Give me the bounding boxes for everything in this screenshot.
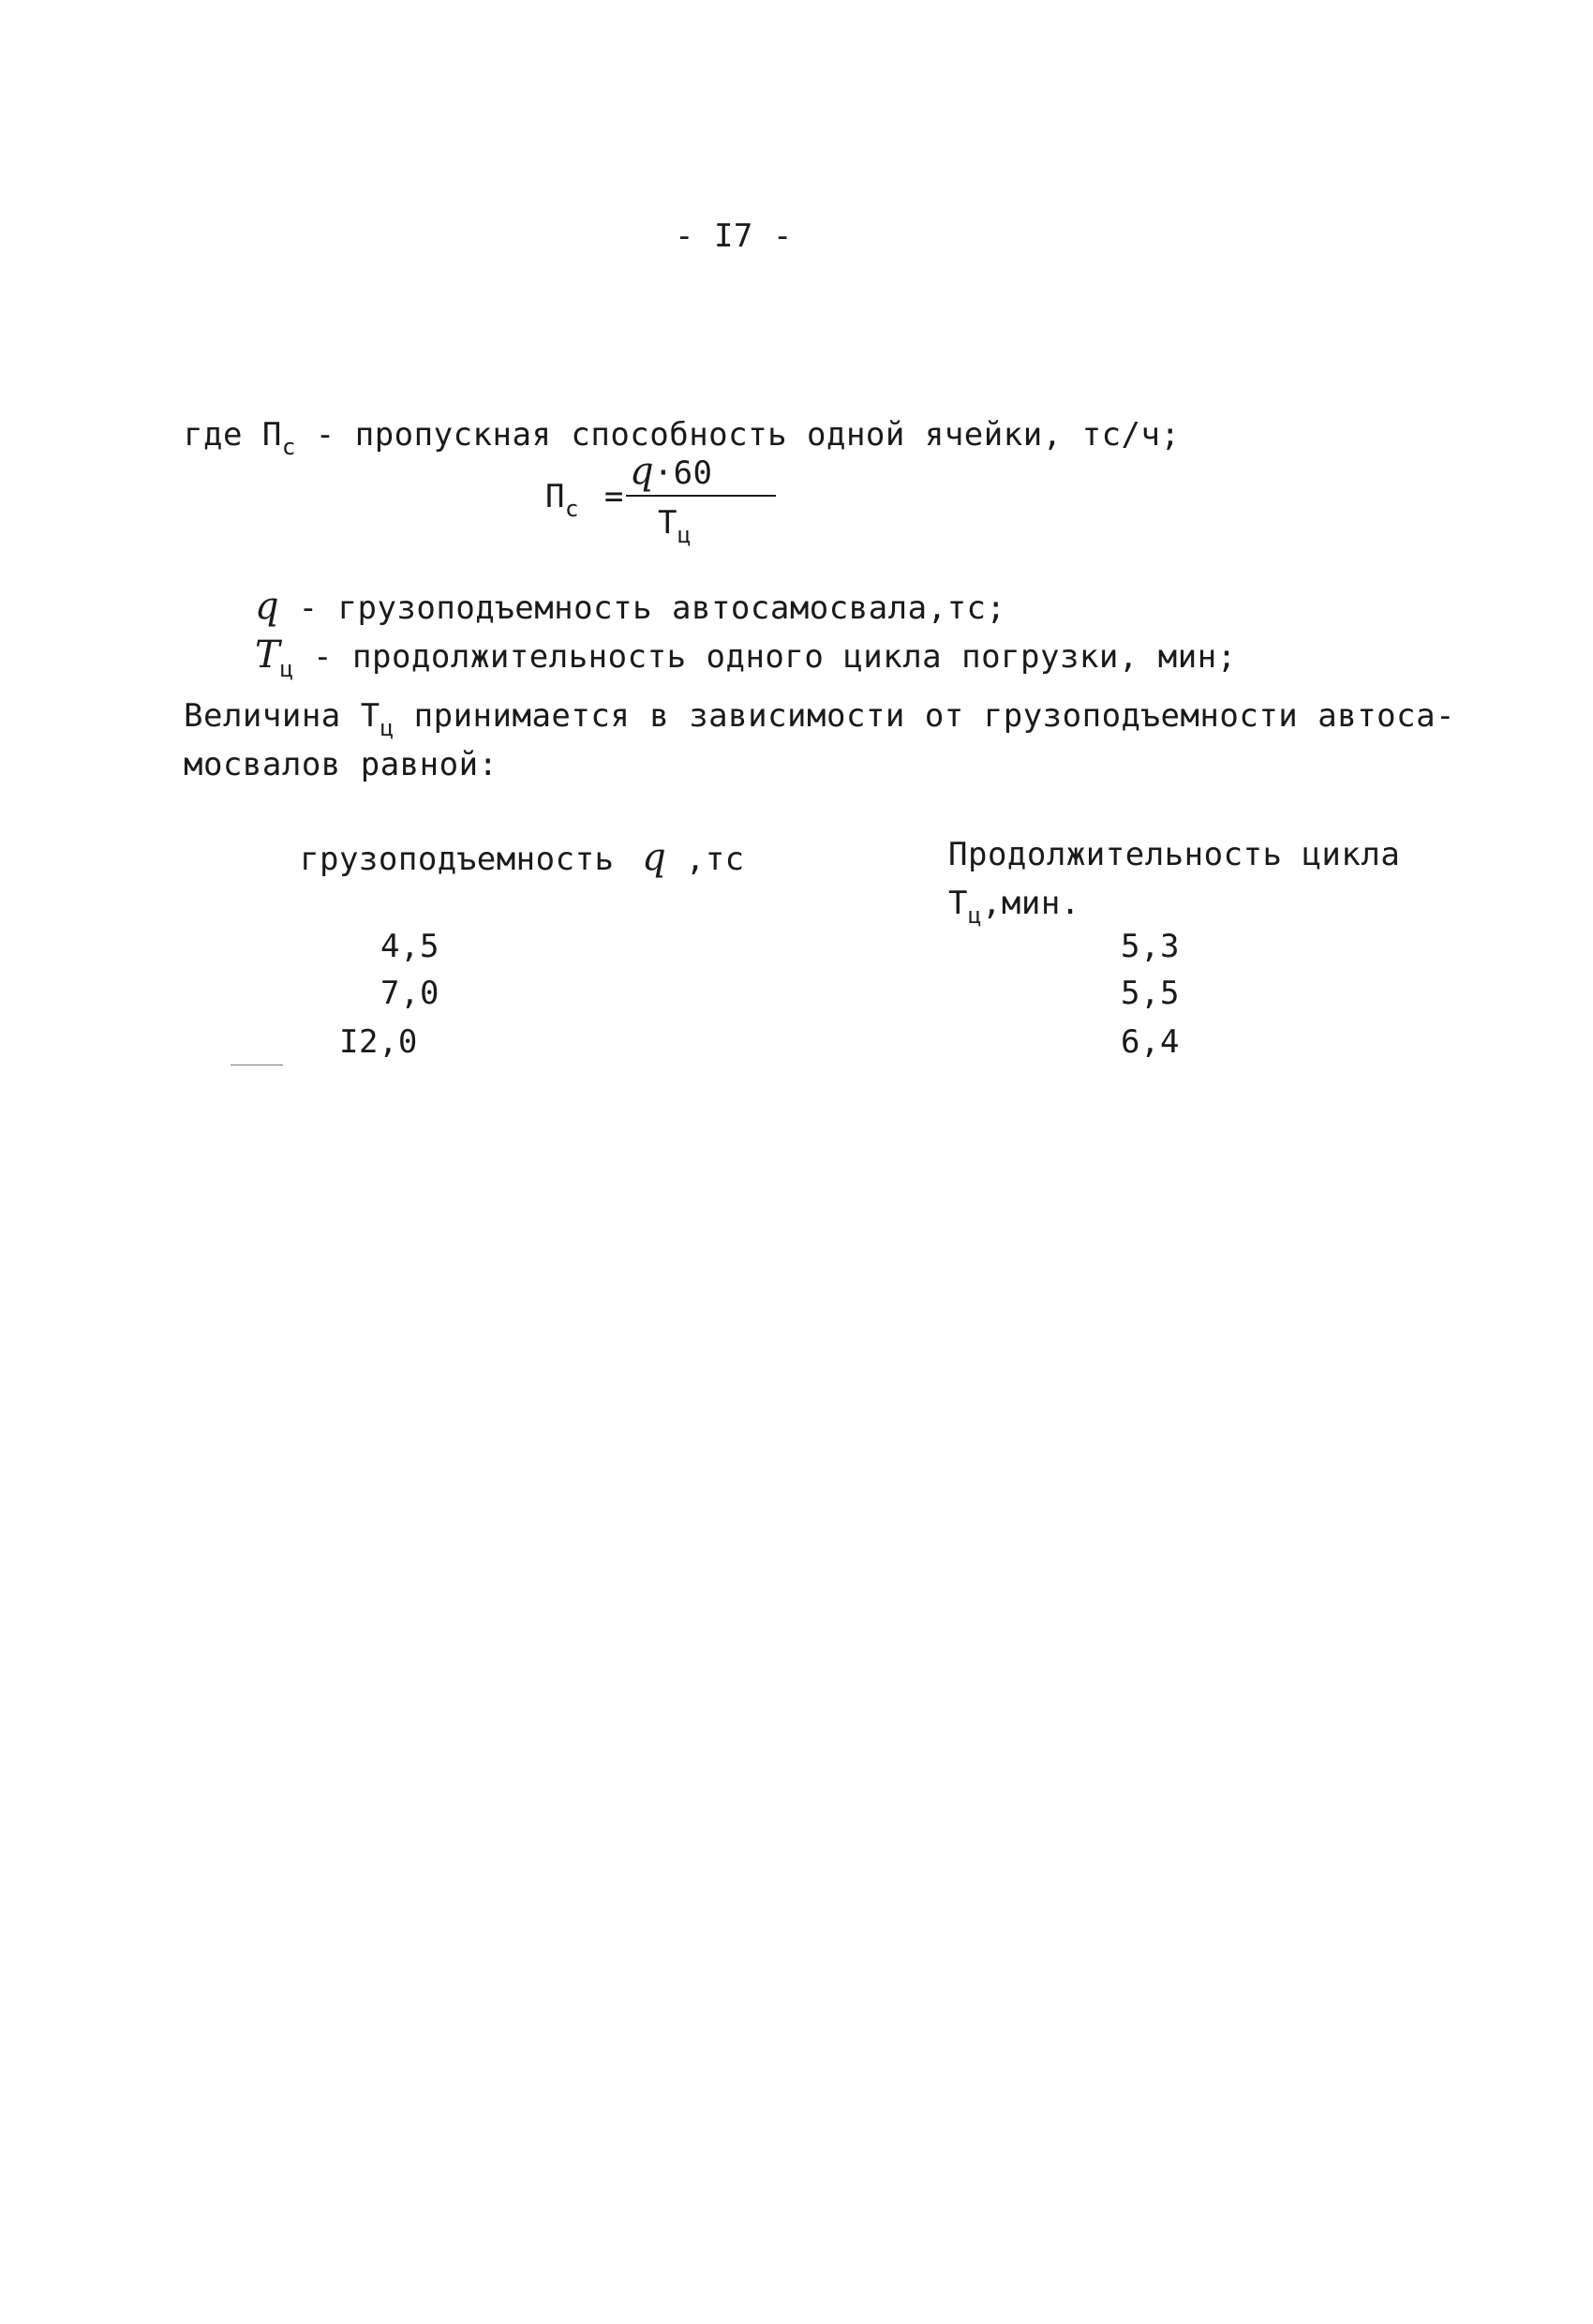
definition-q: q - грузоподъемность автосамосвала,тс; xyxy=(255,585,1006,628)
formula-numerator: q·60 xyxy=(630,450,713,493)
table-col2-header-2: $Т_ц,мин$. xyxy=(948,885,1080,929)
formula-denominator: $Т_ц$ xyxy=(658,504,692,548)
paragraph-line-1: Величина $Т_ц$ принимается в зависимости от грузоподъемности автоса- xyxy=(184,697,1456,741)
table-row-capacity: 7,0 xyxy=(380,975,439,1012)
fraction-bar xyxy=(626,495,776,497)
table-col2-header-1: Продолжительность цикла xyxy=(948,836,1401,873)
table-row-cycle: 5,5 xyxy=(1121,975,1180,1012)
where-desc: - пропускная способность одной ячейки, тс/ч; xyxy=(295,416,1181,454)
where-sub: с xyxy=(281,434,296,460)
where-lead: где П xyxy=(184,416,282,454)
table-row-cycle: 6,4 xyxy=(1121,1023,1180,1061)
table-col1-header: грузоподъемность q ,тс xyxy=(300,836,745,879)
table-row-capacity: I2,0 xyxy=(339,1023,418,1061)
definition-tc: Тц - продолжительность одного цикла погрузки, мин; xyxy=(255,633,1237,682)
page-number: - I7 - xyxy=(675,217,793,255)
table-row-cycle: 5,3 xyxy=(1121,928,1180,965)
paragraph-line-2: мосвалов равной: xyxy=(184,746,499,783)
formula-lhs: $П_с$ = xyxy=(545,478,624,522)
table-row-capacity: 4,5 xyxy=(380,928,439,965)
